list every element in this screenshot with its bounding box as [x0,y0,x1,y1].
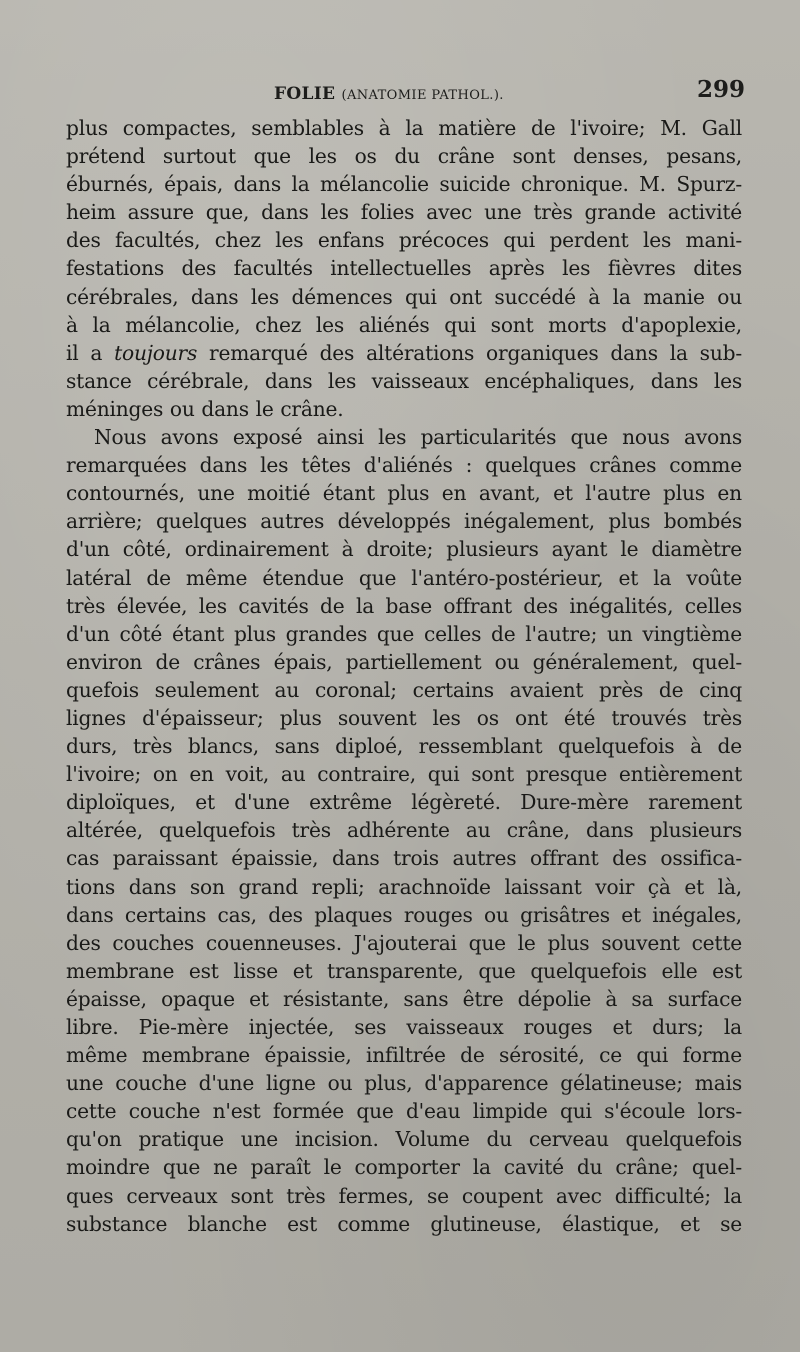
text-line: stance cérébrale, dans les vaisseaux encéphaliques, dans les [66,368,742,393]
text-line: qu'on pratique une incision. Volume du cerveau quelquefois [66,1127,742,1152]
text-segment: il a [66,340,115,365]
text-line: Nous avons exposé ainsi les particularités que nous avons [94,425,742,450]
text-line: durs, très blancs, sans diploé, ressemblant quelquefois à de [66,734,742,759]
page-number: 299 [697,76,746,103]
text-line: contournés, une moitié étant plus en avant, et l'autre plus en [66,481,742,506]
text-line: plus compactes, semblables à la matière de l'ivoire; M. Gall [66,116,742,140]
text-line: des couches couenneuses. J'ajouterai que le plus souvent cette [66,930,742,955]
text-line: éburnés, épais, dans la mélancolie suicide chronique. M. Spurz- [66,172,742,197]
text-line [66,339,742,367]
text-line: cette couche n'est formée que d'eau limpide qui s'écoule lors- [66,1099,742,1124]
text-line: membrane est lisse et transparente, que quelquefois elle est [66,958,742,983]
text-line: lignes d'épaisseur; plus souvent les os ont été trouvés très [66,705,742,730]
text-line: dans certains cas, des plaques rouges ou grisâtres et inégales, [66,902,742,927]
italic-word: toujours [114,340,198,365]
text-line: environ de crânes épais, partiellement ou généralement, quel- [66,649,742,674]
text-line: libre. Pie-mère injectée, ses vaisseaux rouges et durs; la [66,1015,742,1039]
text-line: latéral de même étendue que l'antéro-postérieur, et la voûte [66,565,742,590]
text-line: une couche d'une ligne ou plus, d'apparence gélatineuse; mais [66,1071,742,1096]
running-title-main: FOLIE [274,84,336,104]
text-line: heim assure que, dans les folies avec une très grande activité [66,200,742,225]
text-line: d'un côté, ordinairement à droite; plusieurs ayant le diamètre [66,537,742,562]
text-line: l'ivoire; on en voit, au contraire, qui sont presque entièrement [66,762,742,787]
text-line: cas paraissant épaissie, dans trois autres offrant des ossifica- [66,846,742,871]
text-line: des facultés, chez les enfans précoces qui perdent les mani- [66,228,742,253]
text-line: cérébrales, dans les démences qui ont succédé à la manie ou [66,284,742,309]
text-line: remarquées dans les têtes d'aliénés : quelques crânes comme [66,453,742,478]
text-line: très élevée, les cavités de la base offrant des inégalités, celles [66,593,742,618]
text-line: tions dans son grand repli; arachnoïde laissant voir çà et là, [66,874,742,899]
text-line: même membrane épaissie, infiltrée de sérosité, ce qui forme [66,1043,742,1068]
text-line: méninges ou dans le crâne. [66,396,344,421]
running-title-subtitle: (ANATOMIE PATHOL.). [341,88,504,103]
running-title [274,84,504,104]
text-line: arrière; quelques autres développés inégalement, plus bombés [66,509,742,534]
page-header [0,74,800,114]
text-line: festations des facultés intellectuelles après les fièvres dites [66,256,742,281]
text-line: prétend surtout que les os du crâne sont denses, pesans, [66,144,742,169]
text-line: ques cerveaux sont très fermes, se coupent avec difficulté; la [66,1183,742,1208]
text-line: à la mélancolie, chez les aliénés qui sont morts d'apoplexie, [66,312,742,337]
text-segment: remarqué des altérations organiques dans la sub- [197,340,742,365]
text-line: d'un côté étant plus grandes que celles de l'autre; un vingtième [66,621,742,646]
text-line: diploïques, et d'une extrême légèreté. Dure-mère rarement [66,790,742,815]
text-line: substance blanche est comme glutineuse, élastique, et se [66,1211,742,1236]
text-line: altérée, quelquefois très adhérente au crâne, dans plusieurs [66,818,742,843]
body-text [66,114,742,1238]
text-line: épaisse, opaque et résistante, sans être dépolie à sa surface [66,986,742,1011]
text-line: quefois seulement au coronal; certains avaient près de cinq [66,677,742,702]
text-line: moindre que ne paraît le comporter la cavité du crâne; quel- [66,1155,742,1180]
